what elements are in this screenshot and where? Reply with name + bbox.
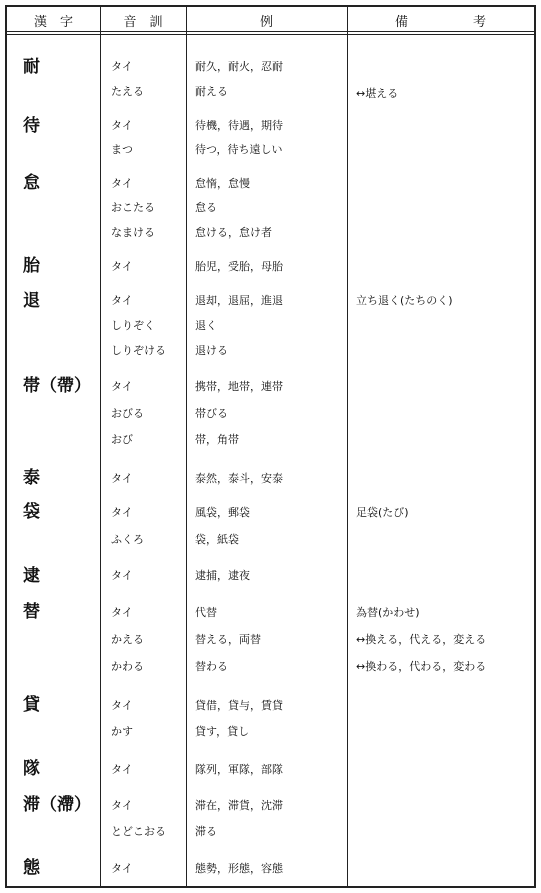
reading: タイ xyxy=(111,799,133,812)
reading: なまける xyxy=(111,226,155,239)
kanji-table xyxy=(5,5,536,888)
column-divider xyxy=(100,7,101,886)
kanji-entry: 替 xyxy=(23,602,40,622)
kanji-entry: 泰 xyxy=(23,468,40,488)
reading: しりぞく xyxy=(111,319,155,332)
header-example: 例 xyxy=(259,15,273,30)
reading: ふくろ xyxy=(111,533,144,546)
kanji-entry: 退 xyxy=(23,291,40,311)
example: 怠る xyxy=(195,201,217,214)
example: 態勢，形態，容態 xyxy=(195,862,283,875)
reading: かえる xyxy=(111,633,144,646)
example: 隊列，軍隊，部隊 xyxy=(195,763,283,776)
example: 待機，待遇，期待 xyxy=(195,119,283,132)
reading: タイ xyxy=(111,472,133,485)
example: 替える，両替 xyxy=(195,633,261,646)
example: 怠ける，怠け者 xyxy=(195,226,272,239)
reading: おびる xyxy=(111,407,144,420)
column-divider xyxy=(186,7,187,886)
example: 怠惰，怠慢 xyxy=(195,177,250,190)
reading: かす xyxy=(111,725,133,738)
reading: タイ xyxy=(111,763,133,776)
reading: タイ xyxy=(111,606,133,619)
example: 替わる xyxy=(195,660,228,673)
kanji-entry: 耐 xyxy=(23,57,40,77)
kanji-entry: 帯（帶） xyxy=(23,376,91,396)
example: 滞る xyxy=(195,825,217,838)
remark: ↔堪える xyxy=(356,87,399,100)
remark: 為替(かわせ) xyxy=(356,606,420,619)
reading: タイ xyxy=(111,699,133,712)
example: 帯，角帯 xyxy=(195,433,239,446)
kanji-entry: 胎 xyxy=(23,256,40,276)
example: 滞在，滞貨，沈滞 xyxy=(195,799,283,812)
header-divider xyxy=(7,34,534,35)
column-divider xyxy=(347,7,348,886)
reading: たえる xyxy=(111,85,144,98)
example: 袋，紙袋 xyxy=(195,533,239,546)
reading: おこたる xyxy=(111,201,155,214)
header-divider xyxy=(7,31,534,32)
reading: タイ xyxy=(111,177,133,190)
kanji-entry: 滞（滯） xyxy=(23,795,91,815)
example: 耐える xyxy=(195,85,228,98)
example: 耐久，耐火，忍耐 xyxy=(195,60,283,73)
kanji-entry: 逮 xyxy=(23,566,40,586)
remark: 足袋(たび) xyxy=(356,506,409,519)
example: 退ける xyxy=(195,344,228,357)
example: 貸す，貸し xyxy=(195,725,250,738)
reading: タイ xyxy=(111,294,133,307)
example: 代替 xyxy=(195,606,217,619)
example: 風袋，郵袋 xyxy=(195,506,250,519)
reading: タイ xyxy=(111,506,133,519)
kanji-entry: 隊 xyxy=(23,759,40,779)
remark: ↔換わる，代わる，変わる xyxy=(356,660,487,673)
reading: とどこおる xyxy=(111,825,166,838)
kanji-entry: 怠 xyxy=(23,173,40,193)
example: 泰然，泰斗，安泰 xyxy=(195,472,283,485)
reading: タイ xyxy=(111,119,133,132)
remark: ↔換える，代える，変える xyxy=(356,633,487,646)
remark: 立ち退く(たちのく) xyxy=(356,294,453,307)
kanji-entry: 貸 xyxy=(23,695,40,715)
example: 退く xyxy=(195,319,217,332)
reading: まつ xyxy=(111,143,133,156)
reading: しりぞける xyxy=(111,344,166,357)
example: 待つ，待ち遠しい xyxy=(195,143,283,156)
reading: おび xyxy=(111,433,133,446)
header-kanji: 漢 字 xyxy=(33,15,73,30)
reading: タイ xyxy=(111,380,133,393)
header-reading: 音 訓 xyxy=(123,15,163,30)
example: 胎児，受胎，母胎 xyxy=(195,260,283,273)
reading: タイ xyxy=(111,60,133,73)
example: 退却，退屈，進退 xyxy=(195,294,283,307)
example: 逮捕，逮夜 xyxy=(195,569,250,582)
reading: タイ xyxy=(111,569,133,582)
header-remarks: 備 考 xyxy=(394,15,486,30)
reading: タイ xyxy=(111,862,133,875)
example: 貸借，貸与，賃貸 xyxy=(195,699,283,712)
reading: タイ xyxy=(111,260,133,273)
kanji-entry: 待 xyxy=(23,116,40,136)
example: 携帯，地帯，連帯 xyxy=(195,380,283,393)
example: 帯びる xyxy=(195,407,228,420)
kanji-entry: 袋 xyxy=(23,502,40,522)
kanji-entry: 態 xyxy=(23,858,40,878)
reading: かわる xyxy=(111,660,144,673)
